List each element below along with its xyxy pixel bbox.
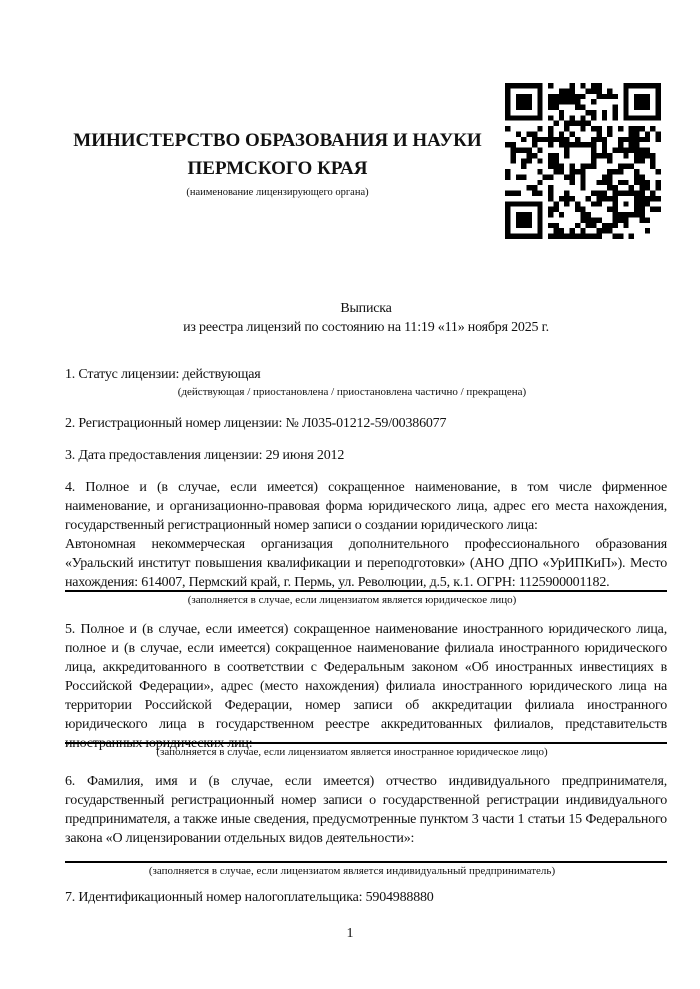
legal-entity-label: 4. Полное и (в случае, если имеется) сокращенное наименование, в том числе фирменное наименование, и организационно-правовая форма юридического лица, адрес его места нахождения, государственный регистрационный номер записи о создании юридического лица: bbox=[65, 480, 667, 533]
legal-entity-underline bbox=[65, 590, 667, 592]
entrepreneur-label: 6. Фамилия, имя и (в случае, если имеется) отчество индивидуального предпринимателя, государственный регистрационный номер записи о государственной регистрации индивидуального предпринимателя, а также иные сведения, предусмотренные пунктом 3 части 1 статьи 15 Федерального закона «О лицензировании отдельных видов деятельности»: bbox=[65, 774, 667, 846]
entrepreneur-item bbox=[65, 772, 667, 877]
extract-title: Выписка bbox=[340, 301, 392, 316]
inn-text: 7. Идентификационный номер налогоплательщика: 5904988880 bbox=[65, 890, 434, 905]
foreign-entity-item bbox=[65, 620, 667, 758]
qr-code bbox=[505, 83, 661, 239]
license-status-text: 1. Статус лицензии: действующая bbox=[65, 367, 261, 382]
foreign-entity-caption: (заполняется в случае, если лицензиатом является иностранное юридическое лицо) bbox=[156, 746, 548, 758]
inn-item bbox=[65, 888, 667, 907]
registration-number-text: 2. Регистрационный номер лицензии: № Л035-01212-59/00386077 bbox=[65, 416, 447, 431]
legal-entity-item bbox=[65, 478, 667, 606]
extract-date-line: из реестра лицензий по состоянию на 11:19 «11» ноября 2025 г. bbox=[183, 320, 549, 335]
license-status-caption: (действующая / приостановлена / приостановлена частично / прекращена) bbox=[177, 386, 527, 398]
qr-code-image bbox=[505, 83, 661, 239]
ministry-name-line1: МИНИСТЕРСТВО ОБРАЗОВАНИЯ И НАУКИ bbox=[73, 130, 482, 151]
entrepreneur-underline bbox=[65, 861, 667, 863]
ministry-name-line2: ПЕРМСКОГО КРАЯ bbox=[187, 157, 368, 179]
licensing-authority-header bbox=[65, 127, 490, 199]
legal-entity-value: Автономная некоммерческая организация дополнительного профессионального образования «Уральский институт повышения квалификации и переподготовки» (АНО ДПО «УрИПКиП»). Место нахождения: 614007, Пермский край, г. Пермь, ул. Революции, д.5, к.1. ОГРН: 1125900001182. bbox=[65, 537, 667, 590]
foreign-entity-label: 5. Полное и (в случае, если имеется) сокращенное наименование иностранного юридического лица, полное и (в случае, если имеется) сокращенное наименование филиала иностранного юридического лица, аккредитованного в соответствии с Федеральным законом «Об иностранных инвестициях в Российской Федерации», адрес (место нахождения) филиала иностранного юридического лица на территории Российской Федерации, номер записи об аккредитации филиала иностранного юридического лица в государственном реестре аккредитованных филиалов, представительств иностранных юридических лиц: bbox=[65, 622, 667, 751]
registration-number-item bbox=[65, 414, 667, 433]
document-title bbox=[65, 299, 667, 337]
foreign-entity-underline bbox=[65, 742, 667, 744]
license-status-item bbox=[65, 365, 667, 398]
licensing-authority-caption: (наименование лицензирующего органа) bbox=[186, 187, 369, 198]
page-number: 1 bbox=[346, 926, 354, 941]
grant-date-item bbox=[65, 446, 667, 465]
grant-date-text: 3. Дата предоставления лицензии: 29 июня 2012 bbox=[65, 448, 345, 463]
entrepreneur-caption: (заполняется в случае, если лицензиатом является индивидуальный предприниматель) bbox=[148, 865, 556, 877]
legal-entity-caption: (заполняется в случае, если лицензиатом является юридическое лицо) bbox=[187, 594, 517, 606]
